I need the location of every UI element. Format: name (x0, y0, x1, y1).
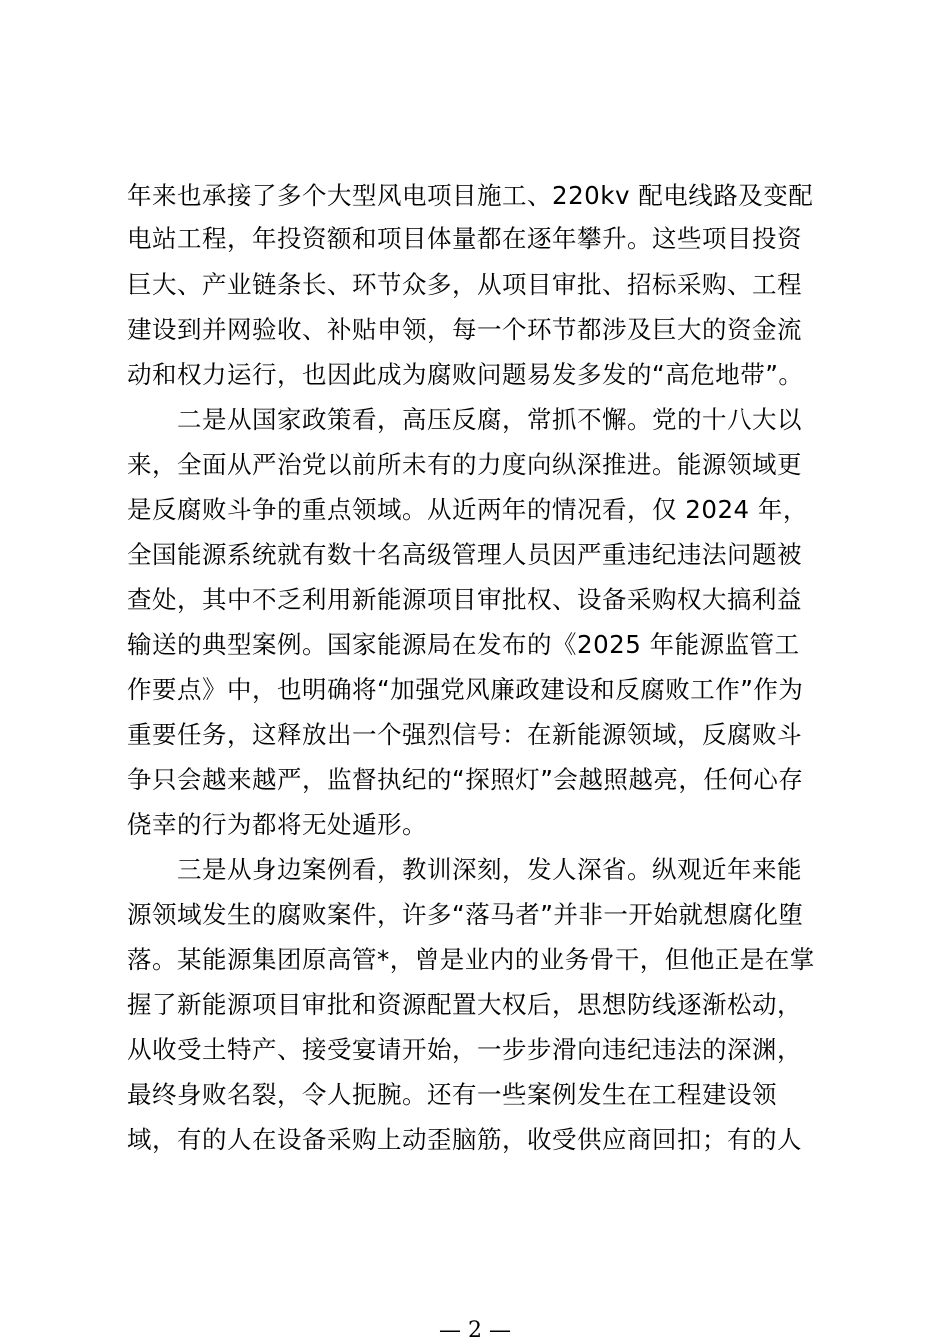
text-line: 电站工程，年投资额和项目体量都在逐年攀升。这些项目投资 (127, 224, 802, 253)
text-line: 全国能源系统就有数十名高级管理人员因严重违纪违法问题被 (127, 540, 802, 569)
text-line: 最终身败名裂，令人扼腕。还有一些案例发生在工程建设领 (127, 1080, 777, 1109)
page-number: — 2 — (439, 1318, 511, 1343)
text-line: 来，全面从严治党以前所未有的力度向纵深推进。能源领域更 (127, 450, 802, 479)
text-line: 域，有的人在设备采购上动歪脑筋，收受供应商回扣；有的人 (127, 1125, 802, 1154)
text-line: 源领域发生的腐败案件，许多“落马者”并非一开始就想腐化堕 (127, 900, 804, 929)
text-line: 查处，其中不乏利用新能源项目审批权、设备采购权大搞利益 (127, 585, 802, 614)
text-line: 侥幸的行为都将无处遁形。 (127, 810, 427, 839)
text-line: 重要任务，这释放出一个强烈信号：在新能源领域，反腐败斗 (127, 720, 802, 749)
text-line: 落。某能源集团原高管*，曾是业内的业务骨干，但他正是在掌 (127, 945, 815, 974)
text-line: 动和权力运行，也因此成为腐败问题易发多发的“高危地带”。 (127, 360, 804, 389)
text-line: 巨大、产业链条长、环节众多，从项目审批、招标采购、工程 (127, 270, 802, 299)
text-line: 建设到并网验收、补贴申领，每一个环节都涉及巨大的资金流 (127, 315, 802, 344)
text-line: 争只会越来越严，监督执纪的“探照灯”会越照越亮，任何心存 (127, 765, 804, 794)
text-line: 握了新能源项目审批和资源配置大权后，思想防线逐渐松动， (127, 990, 802, 1019)
text-line: 输送的典型案例。国家能源局在发布的《2025 年能源监管工 (127, 630, 800, 659)
text-line: 是反腐败斗争的重点领域。从近两年的情况看，仅 2024 年， (127, 495, 808, 524)
text-line: 从收受土特产、接受宴请开始，一步步滑向违纪违法的深渊， (127, 1035, 802, 1064)
text-line: 年来也承接了多个大型风电项目施工、220kv 配电线路及变配 (127, 181, 814, 210)
text-line: 作要点》中，也明确将“加强党风廉政建设和反腐败工作”作为 (127, 675, 804, 704)
text-line: 二是从国家政策看，高压反腐，常抓不懈。党的十八大以 (127, 405, 802, 434)
text-line: 三是从身边案例看，教训深刻，发人深省。纵观近年来能 (127, 855, 802, 884)
